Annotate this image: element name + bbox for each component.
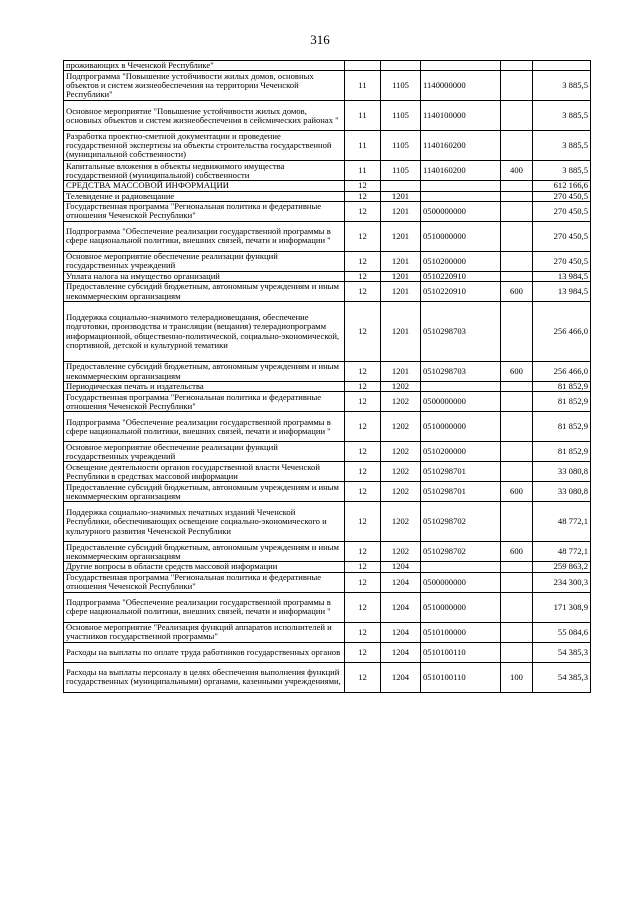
row-target-article: 0510000000 — [421, 592, 501, 622]
row-target-article — [421, 382, 501, 392]
row-section: 11 — [345, 71, 381, 101]
row-name: Поддержка социально-значимых печатных изданий Чеченской Республики, обеспечивающих освещение социально-экономического и культурного развития Чеченской Республики — [64, 502, 345, 542]
row-subsection: 1105 — [381, 161, 421, 181]
row-name: Расходы на выплаты персоналу в целях обеспечения выполнения функций государственных (муниципальными) органами, казенными учреждениями, — [64, 662, 345, 692]
row-amount: 171 308,9 — [533, 592, 591, 622]
table-row — [64, 251, 591, 271]
row-expense-type: 100 — [501, 662, 533, 692]
row-subsection: 1204 — [381, 662, 421, 692]
table-row — [64, 462, 591, 482]
row-name: Периодическая печать и издательства — [64, 382, 345, 392]
row-amount: 256 466,0 — [533, 302, 591, 362]
row-amount: 54 385,3 — [533, 642, 591, 662]
row-expense-type — [501, 131, 533, 161]
row-subsection: 1105 — [381, 101, 421, 131]
row-name: Предоставление субсидий бюджетным, автономным учреждениям и иным некоммерческим организациям — [64, 482, 345, 502]
row-amount: 48 772,1 — [533, 542, 591, 562]
row-subsection: 1202 — [381, 412, 421, 442]
row-name: Подпрограмма "Обеспечение реализации государственной программы в сфере национальной политики, внешних связей, печати и информации " — [64, 221, 345, 251]
row-amount: 13 984,5 — [533, 282, 591, 302]
row-expense-type: 600 — [501, 282, 533, 302]
row-target-article — [421, 562, 501, 572]
row-name: Подпрограмма "Повышение устойчивости жилых домов, основных объектов и систем жизнеобеспечения на территории Чеченской Республики" — [64, 71, 345, 101]
row-subsection: 1202 — [381, 392, 421, 412]
table-row — [64, 271, 591, 281]
table-row — [64, 442, 591, 462]
row-target-article — [421, 61, 501, 71]
row-amount: 270 450,5 — [533, 201, 591, 221]
page-number: 316 — [310, 32, 330, 47]
row-expense-type — [501, 462, 533, 482]
row-subsection: 1204 — [381, 642, 421, 662]
row-name: Предоставление субсидий бюджетным, автономным учреждениям и иным некоммерческим организациям — [64, 542, 345, 562]
row-expense-type — [501, 502, 533, 542]
row-target-article: 0510220910 — [421, 282, 501, 302]
row-amount: 234 300,3 — [533, 572, 591, 592]
row-amount: 270 450,5 — [533, 221, 591, 251]
row-expense-type — [501, 592, 533, 622]
row-target-article: 1140100000 — [421, 101, 501, 131]
row-expense-type — [501, 642, 533, 662]
row-expense-type — [501, 101, 533, 131]
row-target-article: 0500000000 — [421, 392, 501, 412]
row-section — [345, 61, 381, 71]
row-expense-type — [501, 201, 533, 221]
row-subsection: 1202 — [381, 442, 421, 462]
row-target-article: 1140160200 — [421, 131, 501, 161]
row-subsection: 1204 — [381, 592, 421, 622]
table-row — [64, 71, 591, 101]
row-target-article: 0510220910 — [421, 271, 501, 281]
row-subsection: 1105 — [381, 71, 421, 101]
row-amount: 81 852,9 — [533, 412, 591, 442]
row-name: Основное мероприятие обеспечение реализации функций государственных учреждений — [64, 251, 345, 271]
row-target-article: 0510298703 — [421, 302, 501, 362]
row-section: 12 — [345, 642, 381, 662]
row-section: 12 — [345, 662, 381, 692]
row-subsection: 1202 — [381, 382, 421, 392]
row-expense-type — [501, 382, 533, 392]
row-amount: 33 080,8 — [533, 482, 591, 502]
table-row — [64, 282, 591, 302]
row-name: СРЕДСТВА МАССОВОЙ ИНФОРМАЦИИ — [64, 181, 345, 191]
row-subsection: 1201 — [381, 302, 421, 362]
table-row — [64, 382, 591, 392]
row-amount: 33 080,8 — [533, 462, 591, 482]
row-section: 12 — [345, 502, 381, 542]
row-name: Основное мероприятие "Реализация функций аппаратов исполнителей и участников государственной программы" — [64, 622, 345, 642]
row-section: 12 — [345, 302, 381, 362]
row-name: Освещение деятельности органов государственной власти Чеченской Республики в средствах массовой информации — [64, 462, 345, 482]
row-amount: 3 885,5 — [533, 161, 591, 181]
table-row — [64, 412, 591, 442]
table-row — [64, 592, 591, 622]
row-name: Поддержка социально-значимого телерадиовещания, обеспечение подготовки, производства и трансляции (вещания) телерадиопрограмм информационной, общественно-политической, социально-экономической, спортивной, детской и культурной тематики — [64, 302, 345, 362]
row-section: 11 — [345, 131, 381, 161]
row-amount: 270 450,5 — [533, 251, 591, 271]
row-subsection: 1201 — [381, 282, 421, 302]
table-row — [64, 662, 591, 692]
row-expense-type — [501, 181, 533, 191]
row-amount: 270 450,5 — [533, 191, 591, 201]
row-amount — [533, 61, 591, 71]
row-section: 12 — [345, 221, 381, 251]
row-amount: 3 885,5 — [533, 131, 591, 161]
row-name: проживающих в Чеченской Республике" — [64, 61, 345, 71]
row-expense-type — [501, 191, 533, 201]
row-amount: 81 852,9 — [533, 392, 591, 412]
row-section: 12 — [345, 282, 381, 302]
row-amount: 256 466,0 — [533, 362, 591, 382]
table-row — [64, 101, 591, 131]
row-target-article: 0510298703 — [421, 362, 501, 382]
row-section: 11 — [345, 101, 381, 131]
row-name: Государственная программа "Региональная политика и федеративные отношения Чеченской Республики" — [64, 392, 345, 412]
row-target-article: 0510100000 — [421, 622, 501, 642]
row-expense-type — [501, 562, 533, 572]
table-row — [64, 622, 591, 642]
row-amount: 54 385,3 — [533, 662, 591, 692]
row-expense-type — [501, 61, 533, 71]
row-name: Предоставление субсидий бюджетным, автономным учреждениям и иным некоммерческим организациям — [64, 282, 345, 302]
row-section: 12 — [345, 412, 381, 442]
row-amount: 55 084,6 — [533, 622, 591, 642]
table-row — [64, 642, 591, 662]
row-target-article: 0510298702 — [421, 542, 501, 562]
table-row — [64, 562, 591, 572]
row-section: 12 — [345, 362, 381, 382]
row-name: Государственная программа "Региональная политика и федеративные отношения Чеченской Республики" — [64, 201, 345, 221]
row-target-article: 0500000000 — [421, 572, 501, 592]
row-target-article: 0510000000 — [421, 412, 501, 442]
row-name: Государственная программа "Региональная политика и федеративные отношения Чеченской Республики" — [64, 572, 345, 592]
row-subsection: 1202 — [381, 542, 421, 562]
row-name: Разработка проектно-сметной документации и проведение государственной экспертизы на объекты строительства государственной (муниципальной собственности) — [64, 131, 345, 161]
row-amount: 259 863,2 — [533, 562, 591, 572]
row-section: 12 — [345, 542, 381, 562]
row-section: 12 — [345, 562, 381, 572]
table-row — [64, 502, 591, 542]
table-row — [64, 572, 591, 592]
row-subsection: 1202 — [381, 482, 421, 502]
table-row — [64, 191, 591, 201]
row-amount: 81 852,9 — [533, 382, 591, 392]
row-target-article: 1140160200 — [421, 161, 501, 181]
row-section: 11 — [345, 161, 381, 181]
table-row — [64, 221, 591, 251]
row-name: Капитальные вложения в объекты недвижимого имущества государственной (муниципальной) собственности — [64, 161, 345, 181]
row-section: 12 — [345, 271, 381, 281]
row-amount: 48 772,1 — [533, 502, 591, 542]
table-row — [64, 542, 591, 562]
row-target-article — [421, 191, 501, 201]
row-target-article: 0510200000 — [421, 251, 501, 271]
table-row — [64, 61, 591, 71]
row-section: 12 — [345, 442, 381, 462]
row-expense-type — [501, 412, 533, 442]
row-section: 12 — [345, 622, 381, 642]
row-section: 12 — [345, 251, 381, 271]
table-row — [64, 181, 591, 191]
row-expense-type — [501, 442, 533, 462]
row-target-article: 0510298702 — [421, 502, 501, 542]
row-target-article: 0510200000 — [421, 442, 501, 462]
row-target-article: 0510298701 — [421, 482, 501, 502]
row-subsection: 1201 — [381, 191, 421, 201]
row-target-article: 0510100110 — [421, 642, 501, 662]
row-section: 12 — [345, 191, 381, 201]
row-expense-type — [501, 392, 533, 412]
row-name: Другие вопросы в области средств массовой информации — [64, 562, 345, 572]
row-target-article: 1140000000 — [421, 71, 501, 101]
row-section: 12 — [345, 572, 381, 592]
row-amount: 13 984,5 — [533, 271, 591, 281]
row-amount: 3 885,5 — [533, 71, 591, 101]
row-name: Предоставление субсидий бюджетным, автономным учреждениям и иным некоммерческим организациям — [64, 362, 345, 382]
row-name: Телевидение и радиовещание — [64, 191, 345, 201]
table-row — [64, 201, 591, 221]
row-subsection: 1201 — [381, 271, 421, 281]
row-section: 12 — [345, 181, 381, 191]
row-section: 12 — [345, 382, 381, 392]
row-expense-type: 600 — [501, 482, 533, 502]
row-target-article: 0510000000 — [421, 221, 501, 251]
row-name: Расходы на выплаты по оплате труда работников государственных органов — [64, 642, 345, 662]
row-target-article: 0510100110 — [421, 662, 501, 692]
row-subsection: 1201 — [381, 201, 421, 221]
row-subsection: 1201 — [381, 362, 421, 382]
row-subsection: 1204 — [381, 572, 421, 592]
row-subsection — [381, 181, 421, 191]
row-name: Основное мероприятие обеспечение реализации функций государственных учреждений — [64, 442, 345, 462]
row-section: 12 — [345, 201, 381, 221]
row-expense-type — [501, 622, 533, 642]
row-name: Подпрограмма "Обеспечение реализации государственной программы в сфере национальной политики, внешних связей, печати и информации " — [64, 412, 345, 442]
table-row — [64, 131, 591, 161]
row-expense-type — [501, 221, 533, 251]
row-section: 12 — [345, 392, 381, 412]
table-row — [64, 392, 591, 412]
row-expense-type — [501, 251, 533, 271]
row-section: 12 — [345, 592, 381, 622]
row-expense-type: 600 — [501, 362, 533, 382]
row-subsection: 1204 — [381, 622, 421, 642]
row-amount: 612 166,6 — [533, 181, 591, 191]
table-row — [64, 362, 591, 382]
row-subsection: 1202 — [381, 502, 421, 542]
row-section: 12 — [345, 482, 381, 502]
row-expense-type: 600 — [501, 542, 533, 562]
row-section: 12 — [345, 462, 381, 482]
row-name: Уплата налога на имущество организаций — [64, 271, 345, 281]
row-expense-type — [501, 302, 533, 362]
budget-table — [63, 60, 591, 693]
row-subsection: 1204 — [381, 562, 421, 572]
row-expense-type — [501, 71, 533, 101]
row-amount: 81 852,9 — [533, 442, 591, 462]
row-subsection: 1201 — [381, 251, 421, 271]
row-target-article — [421, 181, 501, 191]
row-expense-type — [501, 271, 533, 281]
row-subsection: 1202 — [381, 462, 421, 482]
row-expense-type — [501, 572, 533, 592]
table-row — [64, 161, 591, 181]
row-name: Основное мероприятие "Повышение устойчивости жилых домов, основных объектов и систем жизнеобеспечения в сейсмических районах " — [64, 101, 345, 131]
table-row — [64, 482, 591, 502]
row-name: Подпрограмма "Обеспечение реализации государственной программы в сфере национальной политики, внешних связей, печати и информации " — [64, 592, 345, 622]
row-expense-type: 400 — [501, 161, 533, 181]
row-subsection — [381, 61, 421, 71]
table-row — [64, 302, 591, 362]
row-amount: 3 885,5 — [533, 101, 591, 131]
row-target-article: 0510298701 — [421, 462, 501, 482]
row-subsection: 1105 — [381, 131, 421, 161]
row-subsection: 1201 — [381, 221, 421, 251]
row-target-article: 0500000000 — [421, 201, 501, 221]
